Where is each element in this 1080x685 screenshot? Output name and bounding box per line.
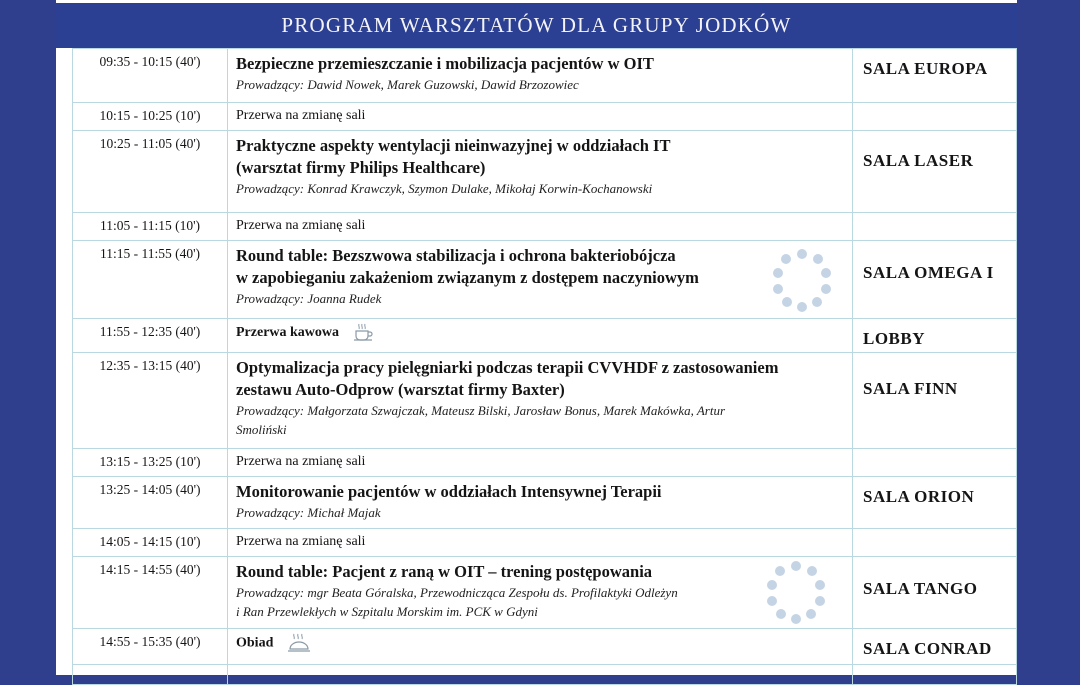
- round-table-icon: [771, 248, 833, 312]
- session-title: Round table: Pacjent z raną w OIT – trening postępowania: [236, 562, 653, 581]
- table-row: [73, 103, 1017, 131]
- room-cell: [853, 449, 1017, 477]
- session-speakers-line2: i Ran Przewlekłych w Szpitalu Morskim im. PCK w Gdyni: [236, 604, 538, 619]
- table-row: [73, 319, 1017, 353]
- session-speakers: Prowadzący: Joanna Rudek: [236, 291, 382, 306]
- session-title-line2: (warsztat firmy Philips Healthcare): [236, 158, 486, 177]
- session-title-line2: w zapobieganiu zakażeniom związanym z dostępem naczyniowym: [236, 268, 699, 287]
- break-label: Przerwa na zmianę sali: [236, 534, 366, 549]
- time-cell: 13:25 - 14:05 (40'): [73, 477, 228, 529]
- session-cell: [228, 241, 853, 319]
- time-cell: 14:05 - 14:15 (10'): [73, 529, 228, 557]
- break-label: Przerwa na zmianę sali: [236, 454, 366, 469]
- session-speakers-line2: Smoliński: [236, 422, 287, 437]
- break-label: Przerwa na zmianę sali: [236, 218, 366, 233]
- session-cell: [228, 477, 853, 529]
- table-row: [73, 213, 1017, 241]
- time-cell: 14:55 - 15:35 (40'): [73, 629, 228, 665]
- time-cell: 11:55 - 12:35 (40'): [73, 319, 228, 353]
- room-cell: SALA EUROPA: [853, 49, 1017, 103]
- table-row: [73, 241, 1017, 319]
- room-cell: SALA ORION: [853, 477, 1017, 529]
- time-cell: 13:15 - 13:25 (10'): [73, 449, 228, 477]
- table-row: [73, 131, 1017, 213]
- time-cell: 09:35 - 10:15 (40'): [73, 49, 228, 103]
- session-title: Praktyczne aspekty wentylacji nieinwazyjnej w oddziałach IT: [236, 136, 671, 155]
- session-speakers: Prowadzący: Dawid Nowek, Marek Guzowski, Dawid Brzozowiec: [236, 77, 579, 92]
- session-speakers: Prowadzący: Konrad Krawczyk, Szymon Dulake, Mikołaj Korwin-Kochanowski: [236, 181, 653, 196]
- break-cell: [228, 529, 853, 557]
- session-title-line2: zestawu Auto-Odprow (warsztat firmy Baxter): [236, 380, 565, 399]
- room-cell: SALA CONRAD: [853, 629, 1017, 665]
- session-cell: [228, 49, 853, 103]
- break-cell: [228, 319, 853, 353]
- break-label: Przerwa na zmianę sali: [236, 108, 366, 123]
- session-cell: [228, 557, 853, 629]
- session-title: Round table: Bezszwowa stabilizacja i ochrona bakteriobójcza: [236, 246, 676, 265]
- room-cell: LOBBY: [853, 319, 1017, 353]
- time-cell: 14:15 - 14:55 (40'): [73, 557, 228, 629]
- session-cell: [228, 353, 853, 449]
- time-cell: 11:05 - 11:15 (10'): [73, 213, 228, 241]
- session-cell: [228, 131, 853, 213]
- table-row: [73, 449, 1017, 477]
- room-cell: SALA LASER: [853, 131, 1017, 213]
- time-cell: 10:15 - 10:25 (10'): [73, 103, 228, 131]
- session-speakers: Prowadzący: mgr Beata Góralska, Przewodnicząca Zespołu ds. Profilaktyki Odleżyn: [236, 585, 678, 600]
- table-row: [73, 629, 1017, 665]
- time-cell: 10:25 - 11:05 (40'): [73, 131, 228, 213]
- time-cell: 11:15 - 11:55 (40'): [73, 241, 228, 319]
- meal-icon: [287, 633, 311, 653]
- table-row: [73, 49, 1017, 103]
- program-title: PROGRAM WARSZTATÓW DLA GRUPY JODKÓW: [281, 13, 792, 37]
- break-cell: [228, 213, 853, 241]
- session-title: Optymalizacja pracy pielęgniarki podczas terapii CVVHDF z zastosowaniem: [236, 358, 779, 377]
- room-cell: [853, 213, 1017, 241]
- room-cell: [853, 103, 1017, 131]
- break-label: Przerwa kawowa: [236, 325, 340, 340]
- session-speakers: Prowadzący: Małgorzata Szwajczak, Mateusz Bilski, Jarosław Bonus, Marek Makówka, Artur: [236, 403, 726, 418]
- session-title: Bezpieczne przemieszczanie i mobilizacja pacjentów w OIT: [236, 54, 654, 73]
- schedule-table: [72, 48, 1017, 685]
- coffee-cup-icon: [353, 323, 373, 341]
- round-table-icon: [765, 560, 827, 624]
- break-label: Obiad: [236, 635, 274, 651]
- table-row: [73, 529, 1017, 557]
- room-cell: [853, 529, 1017, 557]
- time-cell: 12:35 - 13:15 (40'): [73, 353, 228, 449]
- break-cell: [228, 103, 853, 131]
- table-row: [73, 477, 1017, 529]
- room-cell: SALA FINN: [853, 353, 1017, 449]
- break-cell: [228, 449, 853, 477]
- room-cell: SALA OMEGA I: [853, 241, 1017, 319]
- room-cell: SALA TANGO: [853, 557, 1017, 629]
- table-row: [73, 353, 1017, 449]
- table-row: [73, 557, 1017, 629]
- session-speakers: Prowadzący: Michał Majak: [236, 505, 381, 520]
- break-cell: [228, 629, 853, 665]
- session-title: Monitorowanie pacjentów w oddziałach Intensywnej Terapii: [236, 482, 662, 501]
- program-banner: [56, 0, 1017, 48]
